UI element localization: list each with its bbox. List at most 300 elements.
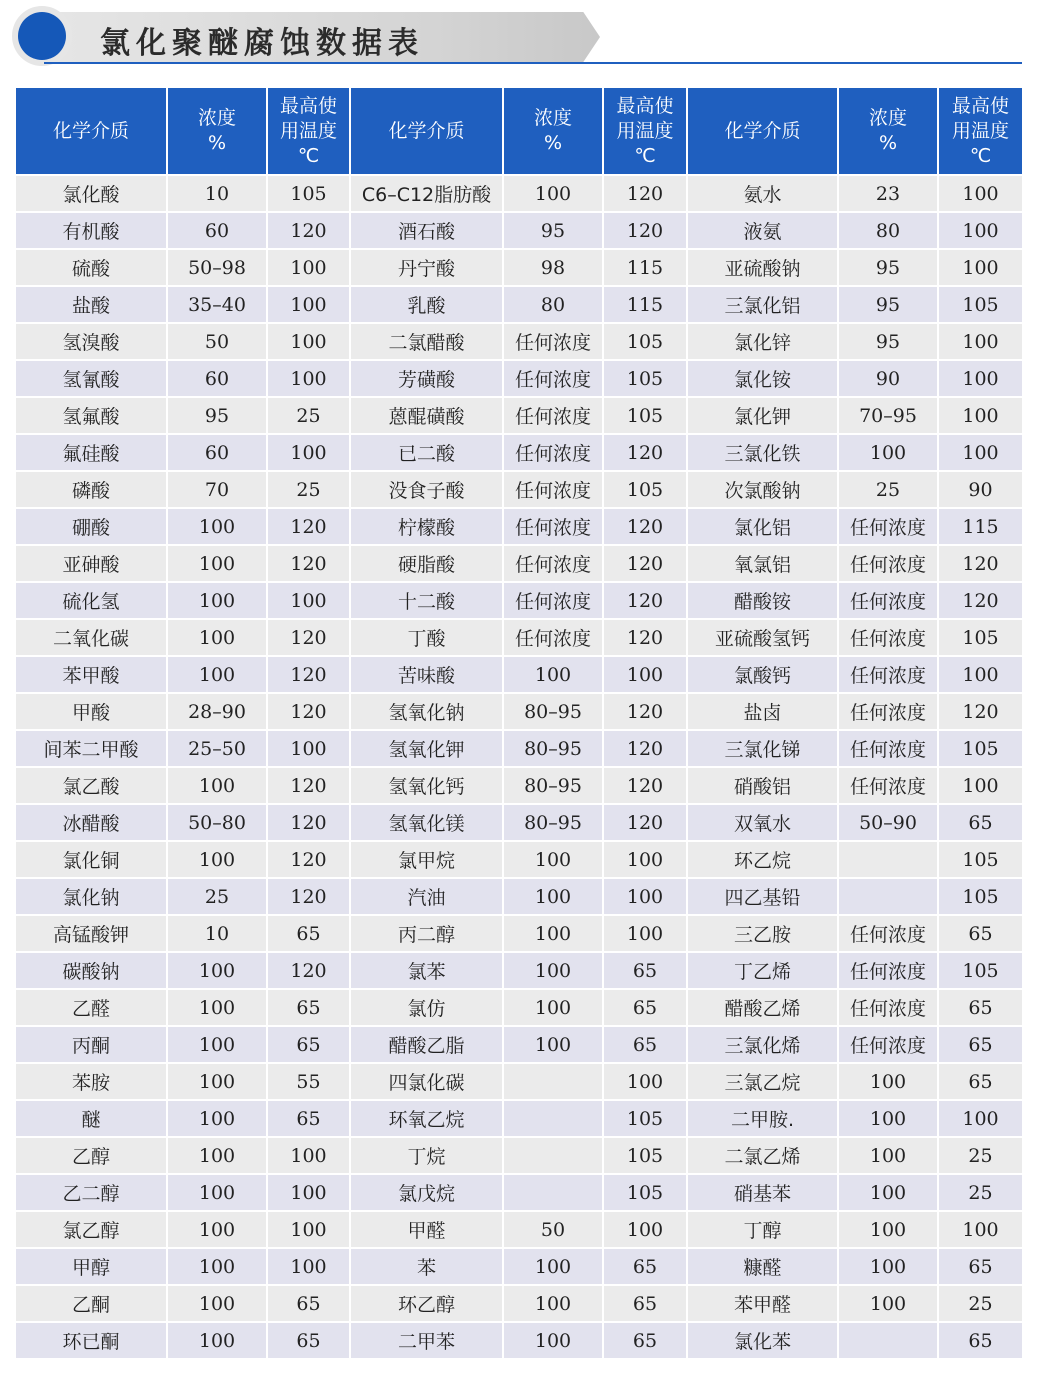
chemical-medium-cell: 十二酸 [350, 582, 503, 619]
max-temperature-cell: 100 [267, 360, 350, 397]
max-temperature-cell: 120 [267, 619, 350, 656]
max-temperature-cell: 100 [938, 249, 1022, 286]
chemical-medium-cell: 氢溴酸 [16, 323, 167, 360]
concentration-cell: 100 [167, 1137, 267, 1174]
concentration-cell: 100 [838, 1285, 938, 1322]
chemical-medium-cell: 磷酸 [16, 471, 167, 508]
concentration-cell: 100 [167, 989, 267, 1026]
column-header-line: 浓度 [197, 107, 236, 129]
chemical-medium-cell: 环已酮 [16, 1322, 167, 1358]
chemical-medium-cell: 有机酸 [16, 212, 167, 249]
table-row [16, 323, 1022, 360]
concentration-cell: 98 [503, 249, 603, 286]
chemical-medium-cell: 丹宁酸 [350, 249, 503, 286]
table-row [16, 545, 1022, 582]
column-header [503, 88, 603, 175]
corrosion-data-table [16, 88, 1022, 1358]
max-temperature-cell: 65 [267, 989, 350, 1026]
concentration-cell: 60 [167, 212, 267, 249]
max-temperature-cell: 100 [938, 397, 1022, 434]
chemical-medium-cell: 乙醛 [16, 989, 167, 1026]
chemical-medium-cell: 盐卤 [687, 693, 838, 730]
column-header-line: 最高使 [279, 94, 337, 117]
max-temperature-cell: 65 [603, 1322, 687, 1358]
concentration-cell: 100 [503, 841, 603, 878]
title-bullet-icon [18, 12, 66, 60]
max-temperature-cell: 105 [938, 952, 1022, 989]
max-temperature-cell: 25 [938, 1137, 1022, 1174]
chemical-medium-cell: 冰醋酸 [16, 804, 167, 841]
table-row [16, 915, 1022, 952]
max-temperature-cell: 105 [603, 323, 687, 360]
max-temperature-cell: 120 [603, 508, 687, 545]
concentration-cell: 100 [167, 1100, 267, 1137]
concentration-cell: 100 [167, 508, 267, 545]
column-header-line: ℃ [969, 144, 992, 167]
concentration-cell: 70–95 [838, 397, 938, 434]
concentration-cell: 任何浓度 [503, 360, 603, 397]
concentration-cell: 100 [503, 878, 603, 915]
table-row [16, 212, 1022, 249]
max-temperature-cell: 65 [267, 1026, 350, 1063]
table-row [16, 1285, 1022, 1322]
chemical-medium-cell: 甲醇 [16, 1248, 167, 1285]
concentration-cell: 100 [167, 767, 267, 804]
concentration-cell: 任何浓度 [503, 582, 603, 619]
column-header [267, 88, 350, 175]
concentration-cell: 60 [167, 434, 267, 471]
table-row [16, 952, 1022, 989]
max-temperature-cell: 100 [267, 249, 350, 286]
concentration-cell: 100 [167, 1174, 267, 1211]
concentration-cell: 任何浓度 [503, 323, 603, 360]
table-row [16, 1026, 1022, 1063]
concentration-cell [503, 1063, 603, 1100]
concentration-cell: 任何浓度 [503, 397, 603, 434]
concentration-cell [838, 878, 938, 915]
table-row [16, 878, 1022, 915]
chemical-medium-cell: 糠醛 [687, 1248, 838, 1285]
concentration-cell: 60 [167, 360, 267, 397]
concentration-cell: 25–50 [167, 730, 267, 767]
concentration-cell: 任何浓度 [503, 471, 603, 508]
concentration-cell: 70 [167, 471, 267, 508]
max-temperature-cell: 120 [267, 841, 350, 878]
max-temperature-cell: 100 [603, 915, 687, 952]
column-header-line: 浓度 [533, 107, 572, 129]
max-temperature-cell: 65 [938, 804, 1022, 841]
concentration-cell: 任何浓度 [503, 508, 603, 545]
max-temperature-cell: 25 [938, 1285, 1022, 1322]
max-temperature-cell: 120 [267, 804, 350, 841]
chemical-medium-cell: 汽油 [350, 878, 503, 915]
concentration-cell [838, 1322, 938, 1358]
column-header-line: ℃ [297, 144, 320, 167]
max-temperature-cell: 100 [267, 434, 350, 471]
concentration-cell: 任何浓度 [503, 619, 603, 656]
max-temperature-cell: 105 [938, 286, 1022, 323]
max-temperature-cell: 100 [267, 582, 350, 619]
concentration-cell: 95 [167, 397, 267, 434]
title-bar [14, 6, 600, 66]
chemical-medium-cell: 柠檬酸 [350, 508, 503, 545]
concentration-cell: 25 [167, 878, 267, 915]
concentration-cell: 100 [503, 1248, 603, 1285]
chemical-medium-cell: 氯化铵 [687, 360, 838, 397]
max-temperature-cell: 105 [603, 1100, 687, 1137]
table-row [16, 619, 1022, 656]
column-header-line: 化学介质 [388, 119, 465, 142]
column-header-line: 用温度 [616, 119, 674, 142]
column-header-line: 用温度 [951, 119, 1009, 142]
chemical-medium-cell: 乙醇 [16, 1137, 167, 1174]
max-temperature-cell: 65 [938, 915, 1022, 952]
chemical-medium-cell: 甲酸 [16, 693, 167, 730]
max-temperature-cell: 120 [938, 582, 1022, 619]
max-temperature-cell: 65 [267, 1100, 350, 1137]
chemical-medium-cell: 氨水 [687, 175, 838, 212]
concentration-cell: 100 [167, 1322, 267, 1358]
chemical-medium-cell: 乙二醇 [16, 1174, 167, 1211]
concentration-cell: 100 [503, 175, 603, 212]
max-temperature-cell: 105 [267, 175, 350, 212]
max-temperature-cell: 100 [267, 1137, 350, 1174]
concentration-cell: 100 [838, 1063, 938, 1100]
concentration-cell: 100 [838, 1248, 938, 1285]
chemical-medium-cell: 四氯化碳 [350, 1063, 503, 1100]
concentration-cell: 50 [167, 323, 267, 360]
max-temperature-cell: 105 [938, 878, 1022, 915]
chemical-medium-cell: 硝酸铝 [687, 767, 838, 804]
concentration-cell: 任何浓度 [838, 989, 938, 1026]
table-row [16, 1248, 1022, 1285]
concentration-cell: 任何浓度 [838, 915, 938, 952]
chemical-medium-cell: 氯乙醇 [16, 1211, 167, 1248]
page-title: 氯化聚醚腐蚀数据表 [100, 26, 424, 61]
concentration-cell: 100 [503, 1026, 603, 1063]
table-row [16, 1063, 1022, 1100]
chemical-medium-cell: 醋酸乙脂 [350, 1026, 503, 1063]
concentration-cell: 23 [838, 175, 938, 212]
chemical-medium-cell: 氢氧化钙 [350, 767, 503, 804]
max-temperature-cell: 100 [938, 1211, 1022, 1248]
column-header-line: 最高使 [951, 94, 1009, 117]
max-temperature-cell: 55 [267, 1063, 350, 1100]
chemical-medium-cell: 氢氧化钾 [350, 730, 503, 767]
table-row [16, 1100, 1022, 1137]
column-header-line: % [207, 132, 227, 154]
table-row [16, 471, 1022, 508]
concentration-cell: 任何浓度 [838, 730, 938, 767]
table-row [16, 360, 1022, 397]
max-temperature-cell: 105 [603, 360, 687, 397]
max-temperature-cell: 100 [267, 730, 350, 767]
max-temperature-cell: 65 [267, 915, 350, 952]
concentration-cell: 100 [503, 989, 603, 1026]
column-header-line: 浓度 [868, 107, 907, 129]
max-temperature-cell: 100 [267, 1211, 350, 1248]
table-row [16, 582, 1022, 619]
chemical-medium-cell: 酒石酸 [350, 212, 503, 249]
concentration-cell: 任何浓度 [838, 767, 938, 804]
chemical-medium-cell: 醋酸铵 [687, 582, 838, 619]
max-temperature-cell: 65 [938, 1063, 1022, 1100]
table-body [16, 175, 1022, 1358]
chemical-medium-cell: 环氧乙烷 [350, 1100, 503, 1137]
max-temperature-cell: 100 [938, 767, 1022, 804]
table-row [16, 1137, 1022, 1174]
concentration-cell: 100 [838, 1100, 938, 1137]
chemical-medium-cell: 苦味酸 [350, 656, 503, 693]
column-header [350, 88, 503, 175]
chemical-medium-cell: 氯乙酸 [16, 767, 167, 804]
chemical-medium-cell: 丁烷 [350, 1137, 503, 1174]
table-row [16, 1211, 1022, 1248]
concentration-cell: 95 [838, 323, 938, 360]
column-header-line: ℃ [634, 144, 656, 167]
chemical-medium-cell: 氯化锌 [687, 323, 838, 360]
chemical-medium-cell: 苯胺 [16, 1063, 167, 1100]
concentration-cell: 95 [838, 249, 938, 286]
chemical-medium-cell: 硫酸 [16, 249, 167, 286]
max-temperature-cell: 100 [603, 878, 687, 915]
table-row [16, 989, 1022, 1026]
concentration-cell: 任何浓度 [838, 1026, 938, 1063]
concentration-cell [838, 841, 938, 878]
table-row [16, 656, 1022, 693]
chemical-medium-cell: 氯仿 [350, 989, 503, 1026]
concentration-cell: 任何浓度 [838, 582, 938, 619]
column-header-line: 化学介质 [724, 119, 801, 142]
concentration-cell: 95 [503, 212, 603, 249]
chemical-medium-cell: 乳酸 [350, 286, 503, 323]
max-temperature-cell: 100 [603, 841, 687, 878]
column-header-line: 用温度 [279, 119, 337, 142]
max-temperature-cell: 120 [603, 804, 687, 841]
max-temperature-cell: 105 [603, 397, 687, 434]
chemical-medium-cell: 氢氧化镁 [350, 804, 503, 841]
concentration-cell: 任何浓度 [838, 508, 938, 545]
chemical-medium-cell: 丁乙烯 [687, 952, 838, 989]
chemical-medium-cell: 二甲苯 [350, 1322, 503, 1358]
max-temperature-cell: 120 [267, 952, 350, 989]
max-temperature-cell: 65 [603, 989, 687, 1026]
column-header [167, 88, 267, 175]
chemical-medium-cell: 氯甲烷 [350, 841, 503, 878]
concentration-cell: 80 [838, 212, 938, 249]
max-temperature-cell: 65 [603, 1026, 687, 1063]
chemical-medium-cell: 二甲胺. [687, 1100, 838, 1137]
max-temperature-cell: 120 [603, 582, 687, 619]
chemical-medium-cell: 次氯酸钠 [687, 471, 838, 508]
concentration-cell: 任何浓度 [838, 656, 938, 693]
concentration-cell: 100 [167, 952, 267, 989]
chemical-medium-cell: 氯化铝 [687, 508, 838, 545]
max-temperature-cell: 120 [938, 693, 1022, 730]
chemical-medium-cell: 氯化钾 [687, 397, 838, 434]
max-temperature-cell: 65 [267, 1322, 350, 1358]
concentration-cell: 80–95 [503, 693, 603, 730]
concentration-cell: 100 [167, 619, 267, 656]
column-header [938, 88, 1022, 175]
chemical-medium-cell: 硫化氢 [16, 582, 167, 619]
concentration-cell: 任何浓度 [838, 952, 938, 989]
column-header-line: % [878, 132, 898, 154]
max-temperature-cell: 65 [938, 1248, 1022, 1285]
chemical-medium-cell: 环乙醇 [350, 1285, 503, 1322]
chemical-medium-cell: 四乙基铅 [687, 878, 838, 915]
max-temperature-cell: 120 [603, 175, 687, 212]
chemical-medium-cell: 苯甲醛 [687, 1285, 838, 1322]
chemical-medium-cell: 丁醇 [687, 1211, 838, 1248]
max-temperature-cell: 100 [267, 323, 350, 360]
concentration-cell: 100 [503, 915, 603, 952]
table-row [16, 841, 1022, 878]
title-underline [44, 62, 1022, 64]
concentration-cell: 100 [167, 1063, 267, 1100]
concentration-cell: 任何浓度 [503, 434, 603, 471]
concentration-cell: 100 [503, 1285, 603, 1322]
concentration-cell: 50–98 [167, 249, 267, 286]
chemical-medium-cell: 氯戊烷 [350, 1174, 503, 1211]
concentration-cell: 100 [167, 545, 267, 582]
chemical-medium-cell: 二氯醋酸 [350, 323, 503, 360]
max-temperature-cell: 65 [938, 1322, 1022, 1358]
concentration-cell: 50 [503, 1211, 603, 1248]
max-temperature-cell: 105 [938, 619, 1022, 656]
max-temperature-cell: 120 [603, 545, 687, 582]
max-temperature-cell: 25 [267, 471, 350, 508]
max-temperature-cell: 100 [603, 1063, 687, 1100]
chemical-medium-cell: 丙酮 [16, 1026, 167, 1063]
concentration-cell: 100 [838, 1137, 938, 1174]
chemical-medium-cell: 氯酸钙 [687, 656, 838, 693]
max-temperature-cell: 100 [938, 360, 1022, 397]
chemical-medium-cell: 三氯化铁 [687, 434, 838, 471]
column-header-line: % [543, 132, 563, 154]
table-row [16, 1174, 1022, 1211]
concentration-cell [503, 1174, 603, 1211]
chemical-medium-cell: 氯苯 [350, 952, 503, 989]
concentration-cell: 10 [167, 175, 267, 212]
max-temperature-cell: 100 [938, 323, 1022, 360]
concentration-cell: 100 [167, 656, 267, 693]
max-temperature-cell: 25 [938, 1174, 1022, 1211]
chemical-medium-cell: 环乙烷 [687, 841, 838, 878]
chemical-medium-cell: 盐酸 [16, 286, 167, 323]
max-temperature-cell: 65 [938, 1026, 1022, 1063]
chemical-medium-cell: 三氯乙烷 [687, 1063, 838, 1100]
max-temperature-cell: 100 [267, 286, 350, 323]
chemical-medium-cell: 氢氧化钠 [350, 693, 503, 730]
concentration-cell: 80–95 [503, 730, 603, 767]
max-temperature-cell: 105 [603, 1137, 687, 1174]
chemical-medium-cell: 丁酸 [350, 619, 503, 656]
chemical-medium-cell: 三氯化烯 [687, 1026, 838, 1063]
chemical-medium-cell: 二氧化碳 [16, 619, 167, 656]
concentration-cell: 100 [167, 841, 267, 878]
chemical-medium-cell: 硼酸 [16, 508, 167, 545]
concentration-cell: 100 [838, 1211, 938, 1248]
max-temperature-cell: 90 [938, 471, 1022, 508]
table-row [16, 693, 1022, 730]
max-temperature-cell: 100 [267, 1174, 350, 1211]
chemical-medium-cell: 液氨 [687, 212, 838, 249]
table-row [16, 508, 1022, 545]
concentration-cell [503, 1100, 603, 1137]
concentration-cell: 100 [167, 582, 267, 619]
chemical-medium-cell: 乙酮 [16, 1285, 167, 1322]
concentration-cell: 100 [838, 434, 938, 471]
max-temperature-cell: 120 [267, 212, 350, 249]
column-header [687, 88, 838, 175]
chemical-medium-cell: 苯甲酸 [16, 656, 167, 693]
max-temperature-cell: 120 [603, 619, 687, 656]
max-temperature-cell: 120 [603, 767, 687, 804]
chemical-medium-cell: 氧氯铝 [687, 545, 838, 582]
table-row [16, 767, 1022, 804]
concentration-cell: 100 [167, 1211, 267, 1248]
chemical-medium-cell: 双氧水 [687, 804, 838, 841]
max-temperature-cell: 120 [267, 693, 350, 730]
concentration-cell: 80–95 [503, 804, 603, 841]
concentration-cell: 90 [838, 360, 938, 397]
max-temperature-cell: 105 [603, 471, 687, 508]
concentration-cell: 100 [167, 1248, 267, 1285]
concentration-cell: 100 [503, 656, 603, 693]
chemical-medium-cell: 丙二醇 [350, 915, 503, 952]
table-row [16, 804, 1022, 841]
table-row [16, 175, 1022, 212]
chemical-medium-cell: 醚 [16, 1100, 167, 1137]
concentration-cell: 80–95 [503, 767, 603, 804]
column-header-line: 最高使 [616, 94, 674, 117]
max-temperature-cell: 65 [603, 952, 687, 989]
concentration-cell: 95 [838, 286, 938, 323]
max-temperature-cell: 120 [267, 545, 350, 582]
chemical-medium-cell: 碳酸钠 [16, 952, 167, 989]
max-temperature-cell: 105 [938, 730, 1022, 767]
chemical-medium-cell: 亚砷酸 [16, 545, 167, 582]
column-header [603, 88, 687, 175]
max-temperature-cell: 120 [267, 656, 350, 693]
chemical-medium-cell: 亚硫酸钠 [687, 249, 838, 286]
chemical-medium-cell: 三乙胺 [687, 915, 838, 952]
column-header [16, 88, 167, 175]
chemical-medium-cell: 甲醛 [350, 1211, 503, 1248]
concentration-cell: 100 [167, 1026, 267, 1063]
max-temperature-cell: 120 [603, 434, 687, 471]
max-temperature-cell: 65 [603, 1248, 687, 1285]
chemical-medium-cell: 二氯乙烯 [687, 1137, 838, 1174]
max-temperature-cell: 120 [267, 878, 350, 915]
table-row [16, 397, 1022, 434]
table-row [16, 249, 1022, 286]
max-temperature-cell: 120 [938, 545, 1022, 582]
chemical-medium-cell: 芳磺酸 [350, 360, 503, 397]
concentration-cell: 100 [503, 1322, 603, 1358]
max-temperature-cell: 100 [938, 434, 1022, 471]
chemical-medium-cell: 醋酸乙烯 [687, 989, 838, 1026]
max-temperature-cell: 65 [938, 989, 1022, 1026]
max-temperature-cell: 25 [267, 397, 350, 434]
concentration-cell: 10 [167, 915, 267, 952]
concentration-cell: 50–80 [167, 804, 267, 841]
chemical-medium-cell: 间苯二甲酸 [16, 730, 167, 767]
chemical-medium-cell: 氯化苯 [687, 1322, 838, 1358]
chemical-medium-cell: 硝基苯 [687, 1174, 838, 1211]
concentration-cell: 25 [838, 471, 938, 508]
